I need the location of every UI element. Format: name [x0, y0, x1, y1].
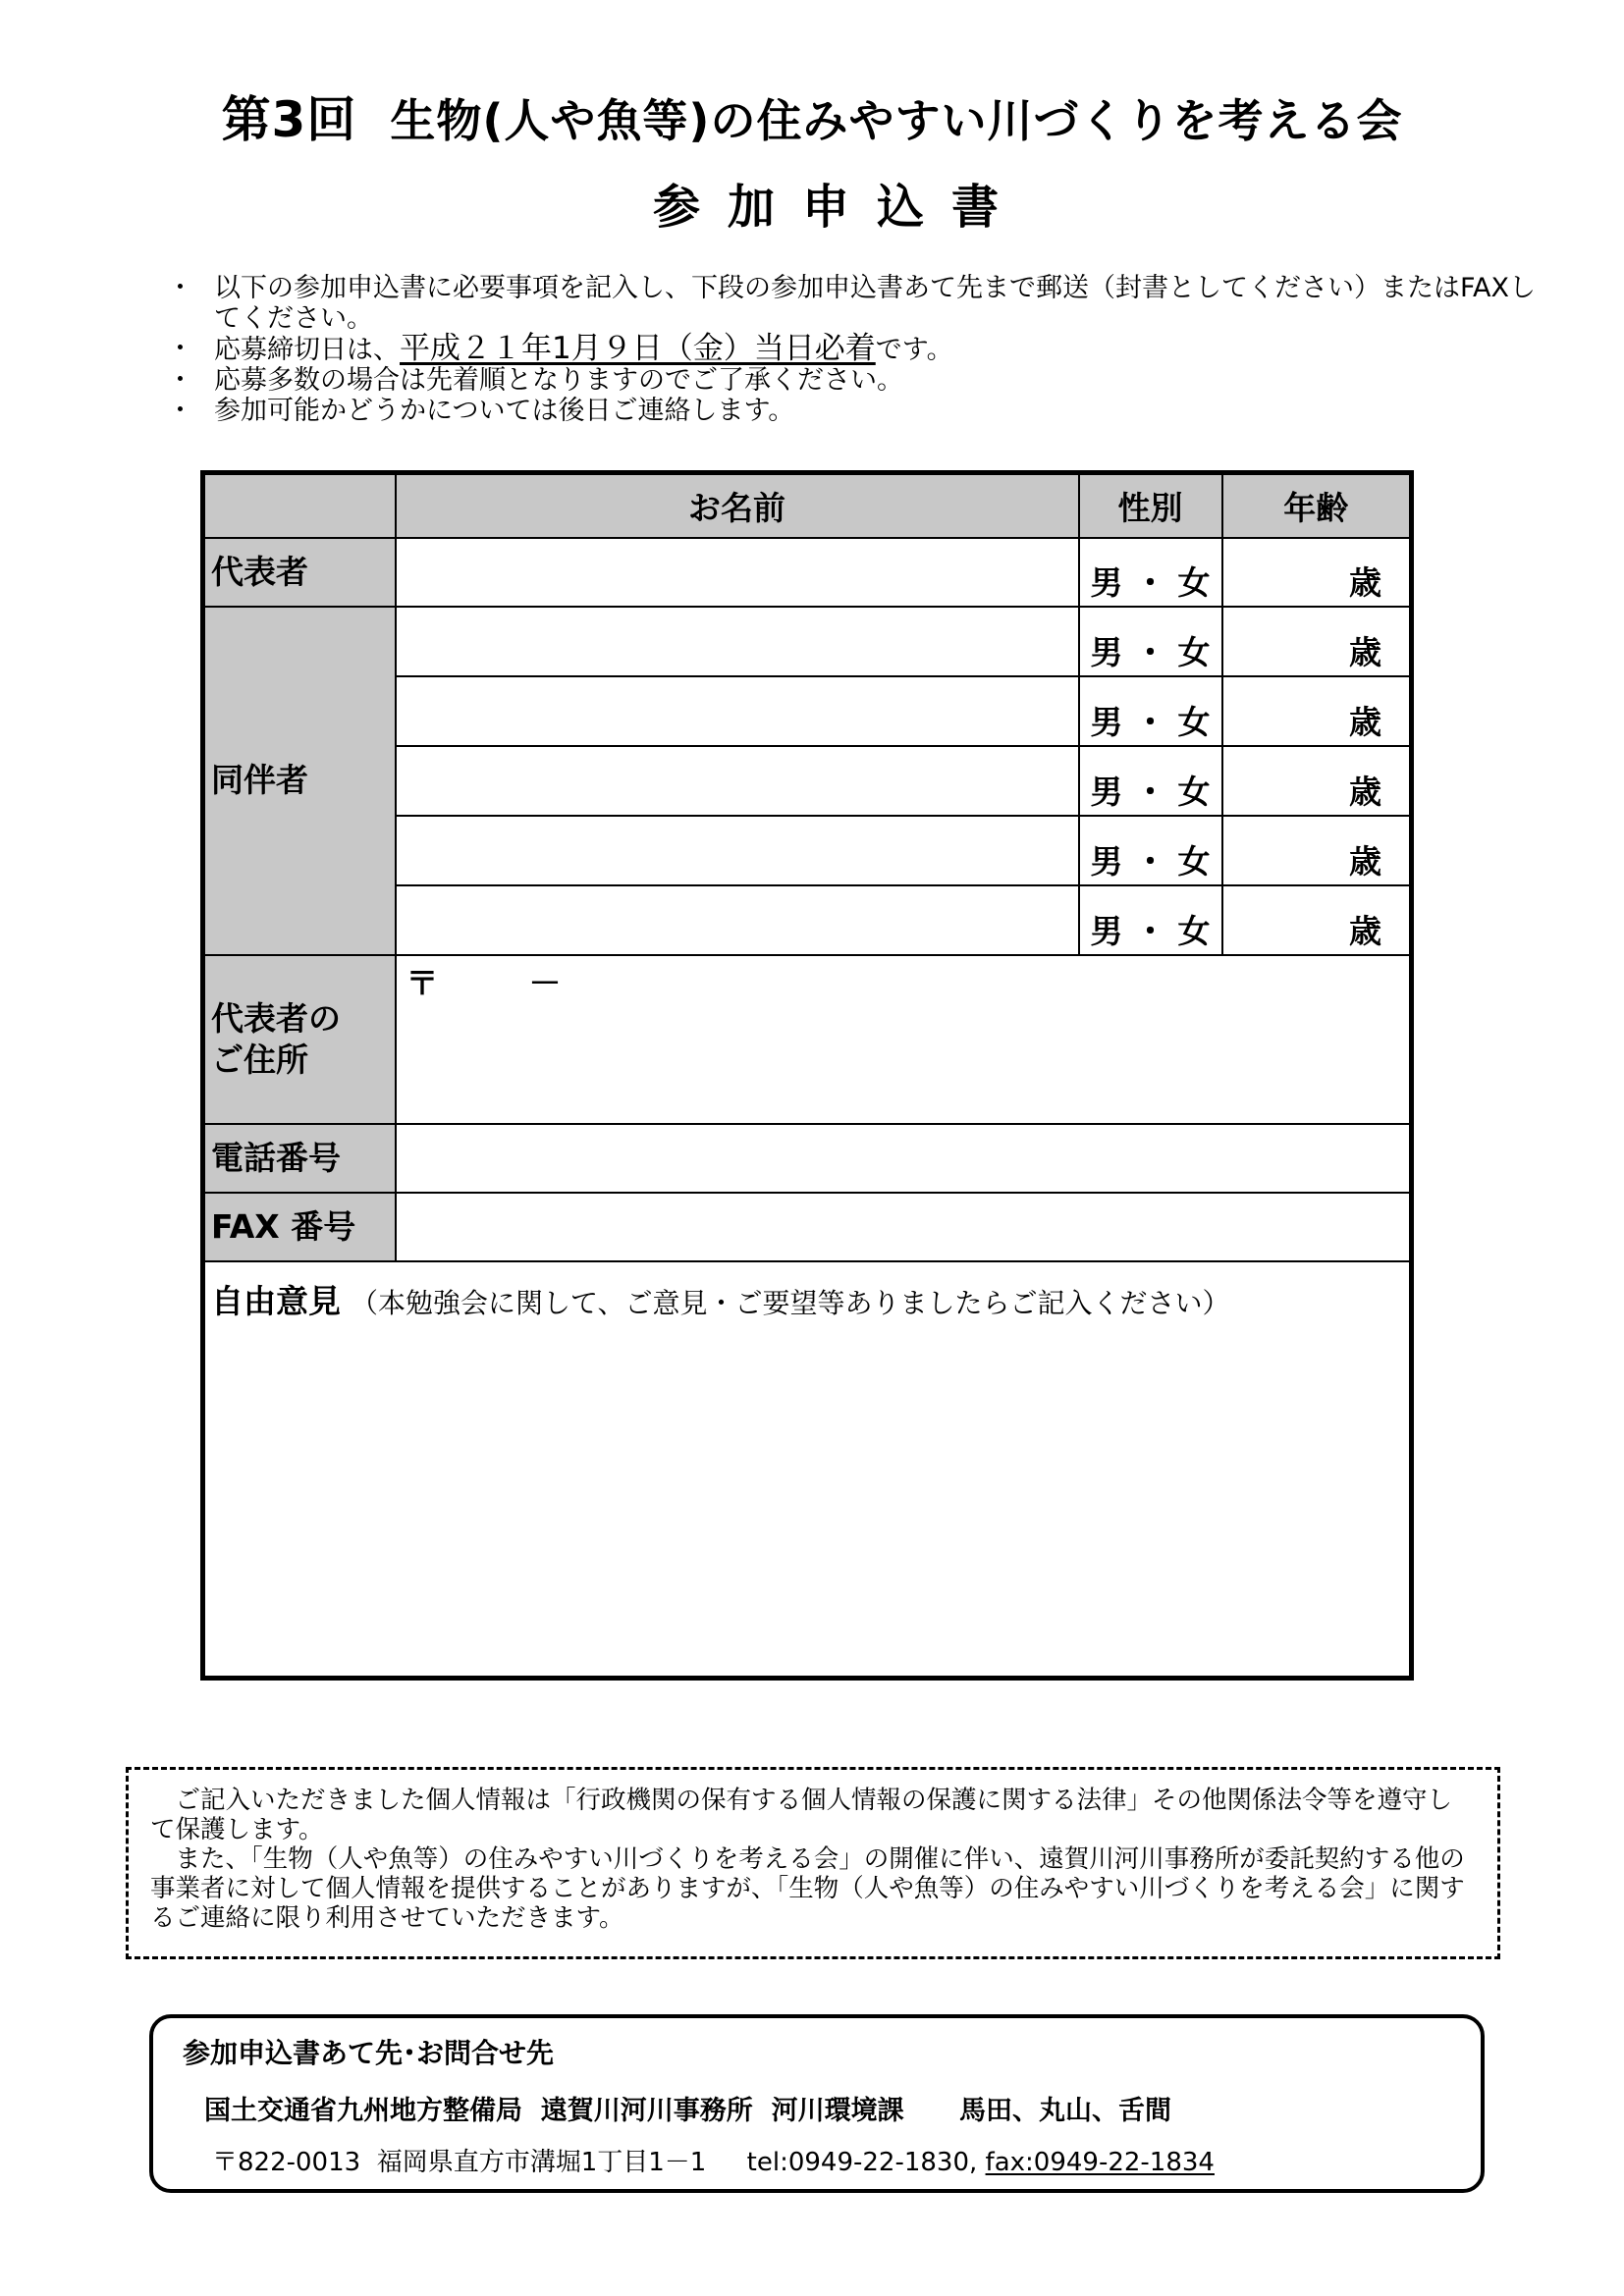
- fax-field[interactable]: [396, 1193, 1412, 1261]
- free-opinion-label: 自由意見: [211, 1281, 341, 1320]
- sex-choice[interactable]: 男 ・ 女: [1079, 816, 1222, 885]
- companion-name-field[interactable]: [396, 816, 1079, 885]
- address-label: 代表者の ご住所: [203, 955, 396, 1124]
- title-number: 第3回: [221, 91, 357, 148]
- fax-label: FAX 番号: [203, 1193, 396, 1261]
- header-name: お名前: [396, 473, 1079, 538]
- age-field[interactable]: 歳: [1222, 816, 1412, 885]
- header-age: 年齢: [1222, 473, 1412, 538]
- title-text: 生物(人や魚等)の住みやすい川づくりを考える会: [390, 94, 1403, 147]
- fax-row: [203, 1193, 1412, 1261]
- sex-choice[interactable]: 男 ・ 女: [1079, 538, 1222, 607]
- contact-fax: fax:0949-22-1834: [985, 2148, 1215, 2177]
- companion-name-field[interactable]: [396, 885, 1079, 955]
- phone-row: [203, 1124, 1412, 1193]
- contact-title: 参加申込書あて先･お問合せ先: [183, 2037, 555, 2069]
- postal-dash: －: [528, 963, 562, 1002]
- age-field[interactable]: 歳: [1222, 746, 1412, 816]
- deadline-date: 平成２１年1月９日（金）当日必着: [400, 331, 876, 366]
- instruction-item: ・ 参加可能かどうかについては後日ご連絡します。: [167, 396, 1561, 426]
- age-field[interactable]: 歳: [1222, 676, 1412, 746]
- contact-organization: 国土交通省九州地方整備局 遠賀川河川事務所 河川環境課 馬田、丸山、舌間: [204, 2096, 1171, 2126]
- sex-choice[interactable]: 男 ・ 女: [1079, 746, 1222, 816]
- companions-label: 同伴者: [203, 607, 396, 955]
- contact-address: 〒822-0013 福岡県直方市溝堀1丁目1－1 tel:0949-22-1830, fax:0949-22-1834: [212, 2148, 1215, 2177]
- contact-box: [149, 2014, 1485, 2193]
- application-form: [200, 470, 1414, 1681]
- representative-name-field[interactable]: [396, 538, 1079, 607]
- companion-row: [203, 607, 1412, 676]
- instruction-list: [167, 273, 1561, 426]
- companion-name-field[interactable]: [396, 746, 1079, 816]
- postal-mark: 〒: [406, 963, 439, 1002]
- phone-label: 電話番号: [203, 1124, 396, 1193]
- age-field[interactable]: 歳: [1222, 538, 1412, 607]
- sex-choice[interactable]: 男 ・ 女: [1079, 885, 1222, 955]
- age-field[interactable]: 歳: [1222, 607, 1412, 676]
- free-opinion-field[interactable]: [203, 1261, 1412, 1679]
- privacy-paragraph: また、「生物（人や魚等）の住みやすい川づくりを考える会」の開催に伴い、遠賀川河川事務所が委託契約する他の事業者に対して個人情報を提供することがありますが、「生物（人や魚等）の住みやすい川づくりを考える会」に関するご連絡に限り利用させていただきます。: [150, 1844, 1465, 1933]
- privacy-paragraph: ご記入いただきました個人情報は「行政機関の保有する個人情報の保護に関する法律」その他関係法令等を遵守して保護します。: [150, 1786, 1453, 1844]
- companion-name-field[interactable]: [396, 607, 1079, 676]
- companion-name-field[interactable]: [396, 676, 1079, 746]
- instruction-item: ・ 応募多数の場合は先着順となりますのでご了承ください。: [167, 365, 1561, 396]
- header-sex: 性別: [1079, 473, 1222, 538]
- page-title: [0, 80, 1624, 151]
- representative-label: 代表者: [203, 538, 396, 607]
- header-row: [203, 473, 1412, 538]
- privacy-notice: [126, 1767, 1500, 1959]
- address-row: [203, 955, 1412, 1124]
- page-subtitle: 参加申込書: [652, 180, 1026, 235]
- phone-field[interactable]: [396, 1124, 1412, 1193]
- sex-choice[interactable]: 男 ・ 女: [1079, 607, 1222, 676]
- free-opinion-row: [203, 1261, 1412, 1679]
- free-opinion-note: （本勉強会に関して、ご意見・ご要望等ありましたらご記入ください）: [351, 1286, 1230, 1319]
- sex-choice[interactable]: 男 ・ 女: [1079, 676, 1222, 746]
- age-field[interactable]: 歳: [1222, 885, 1412, 955]
- header-corner: [203, 473, 396, 538]
- instruction-item: ・ 応募締切日は、平成２１年1月９日（金）当日必着です。: [167, 334, 1561, 365]
- address-field[interactable]: [396, 955, 1412, 1124]
- instruction-item: ・ 以下の参加申込書に必要事項を記入し、下段の参加申込書あて先まで郵送（封書としてください）またはFAXしてください。: [167, 273, 1561, 334]
- representative-row: [203, 538, 1412, 607]
